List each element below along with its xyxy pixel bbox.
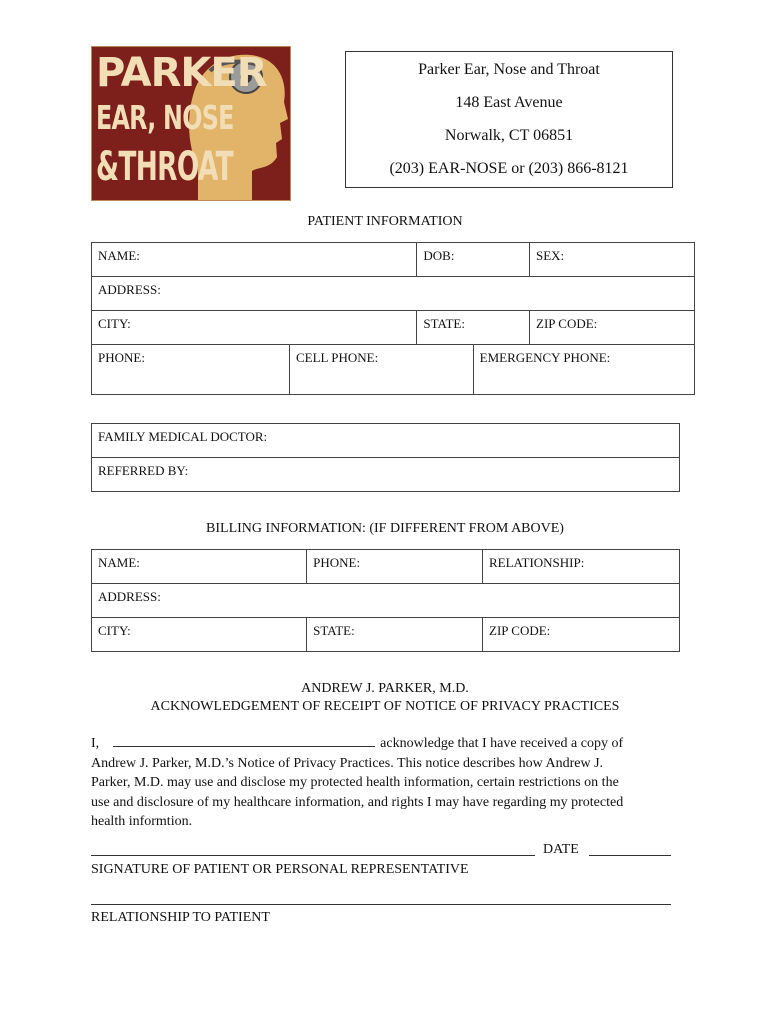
practice-name: Parker Ear, Nose and Throat [418,61,600,78]
billing-heading: BILLING INFORMATION: (IF DIFFERENT FROM ABOVE) [206,521,564,536]
logo-line-2: EAR, NOSE [96,98,234,137]
patient-info-table [91,242,695,395]
practice-address-box [345,51,673,188]
patient-emergency-phone-field[interactable]: EMERGENCY PHONE: [473,345,694,395]
ack-line4: use and disclosure of my healthcare information, and rights I may have regarding my protected [91,794,624,810]
signature-line[interactable] [91,855,535,856]
practice-city: Norwalk, CT 06851 [444,127,574,144]
patient-phone-field[interactable]: PHONE: [92,345,290,395]
patient-dob-field[interactable]: DOB: [417,243,530,277]
family-doctor-field[interactable]: FAMILY MEDICAL DOCTOR: [92,424,680,458]
billing-relationship-field[interactable]: RELATIONSHIP: [483,550,680,584]
billing-table [91,549,680,652]
doctor-name-heading: ANDREW J. PARKER, M.D. [301,681,469,696]
patient-address-field[interactable]: ADDRESS: [92,277,695,311]
logo-line-3: &THROAT [96,144,233,190]
billing-phone-field[interactable]: PHONE: [307,550,483,584]
ack-line3: Parker, M.D. may use and disclose my protected health information, certain restrictions on the [91,775,619,790]
patient-city-field[interactable]: CITY: [92,311,417,345]
patient-info-heading: PATIENT INFORMATION [307,214,463,229]
practice-phone: (203) EAR-NOSE or (203) 866-8121 [389,160,629,177]
relationship-line[interactable] [91,904,671,905]
practice-logo [91,46,291,201]
logo-line-1: PARKER [96,50,267,96]
billing-city-field[interactable]: CITY: [92,618,307,652]
billing-address-field[interactable]: ADDRESS: [92,584,680,618]
date-label: DATE [543,842,579,857]
privacy-ack-title: ACKNOWLEDGEMENT OF RECEIPT OF NOTICE OF PRIVACY PRACTICES [150,699,620,714]
billing-state-field[interactable]: STATE: [307,618,483,652]
ack-line1-rest: acknowledge that I have received a copy of [380,736,624,751]
patient-cell-phone-field[interactable]: CELL PHONE: [290,345,474,395]
patient-state-field[interactable]: STATE: [417,311,530,345]
billing-name-field[interactable]: NAME: [92,550,307,584]
ack-line5: health informtion. [91,814,193,829]
ack-prefix: I, [91,736,100,751]
signature-label: SIGNATURE OF PATIENT OR PERSONAL REPRESENTATIVE [91,862,469,877]
patient-sex-field[interactable]: SEX: [530,243,695,277]
patient-zip-field[interactable]: ZIP CODE: [530,311,695,345]
practice-street: 148 East Avenue [455,94,563,111]
ack-line2: Andrew J. Parker, M.D.’s Notice of Privacy Practices. This notice describes how Andrew J. [91,755,604,771]
date-line[interactable] [589,855,671,856]
relationship-label: RELATIONSHIP TO PATIENT [91,910,270,925]
referred-by-field[interactable]: REFERRED BY: [92,458,680,492]
billing-zip-field[interactable]: ZIP CODE: [483,618,680,652]
referral-table [91,423,680,492]
ack-name-line[interactable] [113,734,375,747]
patient-name-field[interactable]: NAME: [92,243,417,277]
acknowledgement-text [91,734,681,832]
